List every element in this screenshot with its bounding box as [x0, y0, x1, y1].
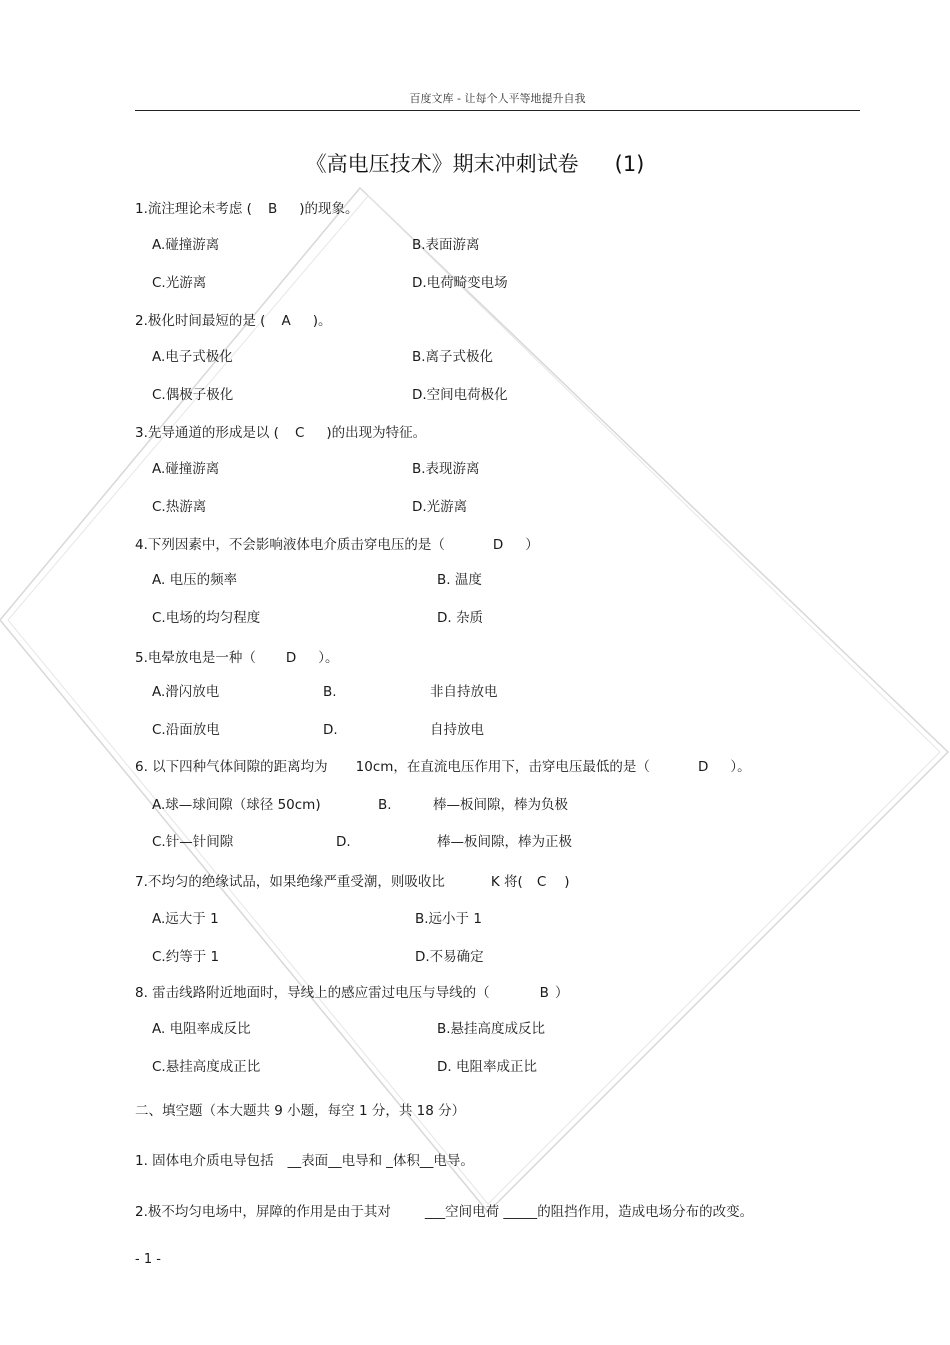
- option: B.离子式极化: [412, 349, 494, 365]
- question-stem: 2.极化时间最短的是 (: [135, 313, 266, 329]
- page-number: - 1 -: [135, 1252, 161, 1267]
- question-stem: 10cm，在直流电压作用下，击穿电压最低的是（: [355, 759, 650, 775]
- option: A.远大于 1: [152, 911, 219, 927]
- option: B.: [378, 797, 392, 813]
- option: A. 电阻率成反比: [152, 1021, 251, 1037]
- answer: A: [281, 313, 291, 329]
- question-stem: 3.先导通道的形成是以 (: [135, 425, 279, 441]
- option: A. 电压的频率: [152, 572, 238, 588]
- question-1: [135, 200, 359, 218]
- question-8: [135, 984, 568, 1002]
- option: B.表现游离: [412, 461, 480, 477]
- header-rule: [135, 110, 860, 111]
- fill-answer: _体积__: [386, 1153, 434, 1169]
- question-stem: ）: [554, 985, 569, 1001]
- option: B. 温度: [437, 572, 482, 588]
- option: D.: [336, 834, 351, 850]
- option: A.电子式极化: [152, 349, 233, 365]
- fill-stem: 电导和: [341, 1153, 383, 1169]
- option: D.空间电荷极化: [412, 387, 508, 403]
- option: B.: [323, 684, 337, 700]
- option: B.悬挂高度成反比: [437, 1021, 546, 1037]
- fill-stem: 电导。: [433, 1153, 474, 1169]
- question-stem: ): [564, 874, 570, 890]
- fill-question-2: [135, 1203, 753, 1221]
- question-stem: 1.流注理论未考虑 (: [135, 201, 252, 217]
- question-stem: 8. 雷击线路附近地面时，导线上的感应雷过电压与导线的（: [135, 985, 490, 1001]
- answer: D: [492, 537, 504, 553]
- option: C.约等于 1: [152, 949, 220, 965]
- option: A.碰撞游离: [152, 237, 220, 253]
- fill-question-1: [135, 1152, 474, 1170]
- question-6: [135, 758, 751, 776]
- option: A.球—球间隙（球径 50cm): [152, 797, 321, 813]
- option: D. 电阻率成正比: [437, 1059, 537, 1075]
- answer: C: [536, 874, 547, 890]
- option: C.偶极子极化: [152, 387, 234, 403]
- option: C.电场的均匀程度: [152, 610, 261, 626]
- fill-answer: __表面__: [287, 1153, 342, 1169]
- option: C.针—针间隙: [152, 834, 234, 850]
- option: A.碰撞游离: [152, 461, 220, 477]
- option: D.: [323, 722, 338, 738]
- option: D. 杂质: [437, 610, 483, 626]
- fill-stem: 的阻挡作用，造成电场分布的改变。: [537, 1204, 754, 1220]
- option: C.光游离: [152, 275, 207, 291]
- question-stem: ）。: [730, 759, 751, 775]
- answer: C: [294, 425, 305, 441]
- answer: B: [267, 201, 278, 217]
- fill-stem: 1. 固体电介质电导包括: [135, 1153, 274, 1169]
- question-stem: )的现象。: [299, 201, 359, 217]
- option: D.光游离: [412, 499, 468, 515]
- option: B.表面游离: [412, 237, 480, 253]
- question-stem: )的出现为特征。: [326, 425, 427, 441]
- option: A.滑闪放电: [152, 684, 220, 700]
- question-2: [135, 312, 331, 330]
- option: D.电荷畸变电场: [412, 275, 508, 291]
- option: C.悬挂高度成正比: [152, 1059, 261, 1075]
- option: D.不易确定: [415, 949, 484, 965]
- question-stem: 5.电晕放电是一种（: [135, 650, 256, 666]
- question-stem: 7.不均匀的绝缘试品，如果绝缘严重受潮，则吸收比: [135, 874, 445, 890]
- exam-title-main: 《高电压技术》期末冲刺试卷: [305, 152, 579, 176]
- option: 非自持放电: [430, 684, 498, 700]
- fill-stem: 2.极不均匀电场中，屏障的作用是由于其对: [135, 1204, 391, 1220]
- question-7: [135, 873, 570, 891]
- option: C.热游离: [152, 499, 207, 515]
- page-header: 百度文库 - 让每个人平等地提升自我: [409, 92, 586, 105]
- option: B.远小于 1: [415, 911, 482, 927]
- question-stem: 4.下列因素中，不会影响液体电介质击穿电压的是（: [135, 537, 445, 553]
- question-3: [135, 424, 426, 442]
- option: 棒—板间隙，棒为正极: [437, 834, 572, 850]
- fill-answer: ___空间电荷 _____: [424, 1204, 538, 1220]
- question-stem: )。: [312, 313, 332, 329]
- question-4: [135, 536, 539, 554]
- option: 自持放电: [430, 722, 484, 738]
- question-stem: 6. 以下四种气体间隙的距离均为: [135, 759, 328, 775]
- exam-title: [0, 148, 950, 178]
- answer: D: [697, 759, 709, 775]
- answer: B: [539, 985, 549, 1001]
- exam-title-number: (1): [614, 152, 645, 176]
- answer: D: [285, 650, 297, 666]
- option: C.沿面放电: [152, 722, 220, 738]
- question-stem: ）。: [318, 650, 339, 666]
- question-5: [135, 649, 339, 667]
- section-heading: 二、填空题（本大题共 9 小题，每空 1 分，共 18 分）: [135, 1103, 466, 1119]
- question-stem: ）: [525, 537, 539, 553]
- option: 棒—板间隙，棒为负极: [433, 797, 568, 813]
- question-stem: K 将(: [490, 874, 523, 890]
